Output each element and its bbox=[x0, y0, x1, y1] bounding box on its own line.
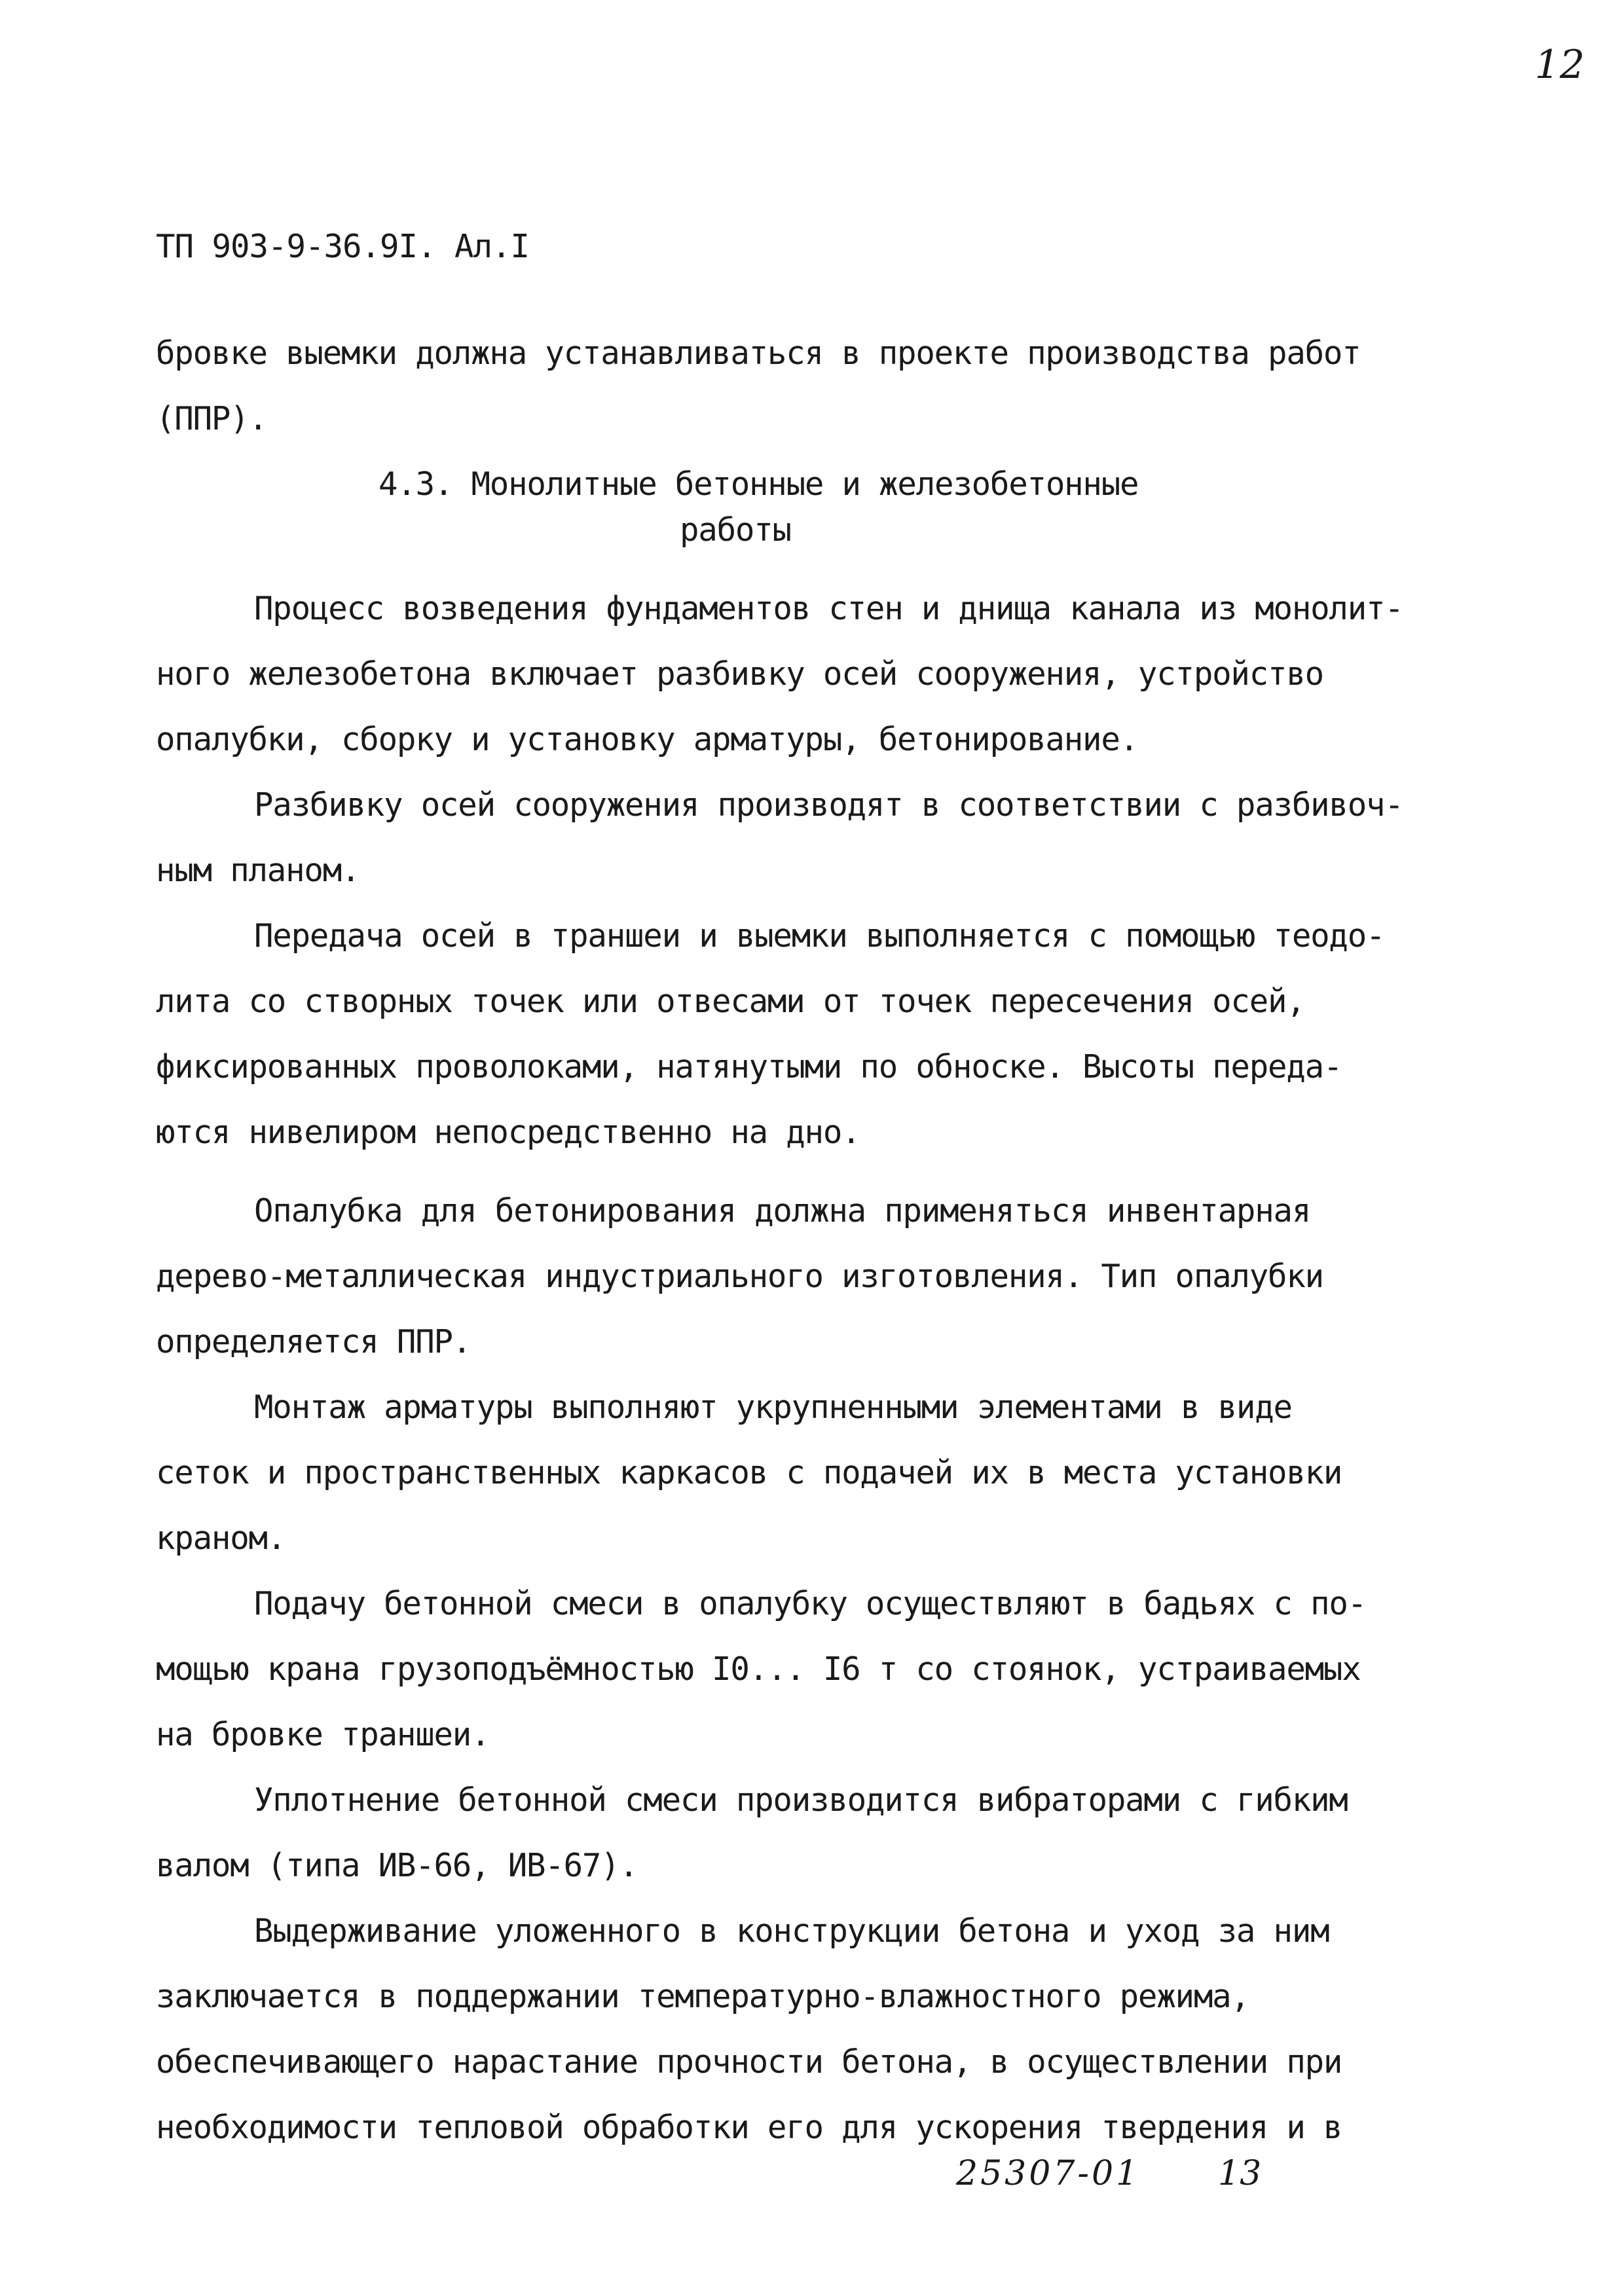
footer-document-code: 25307-01 bbox=[956, 2154, 1141, 2193]
text-line: дерево-металлическая индустриального изготовления. Тип опалубки bbox=[156, 1258, 1323, 1295]
text-line: фиксированных проволоками, натянутыми по обноске. Высоты переда- bbox=[156, 1048, 1342, 1085]
text-line: бровке выемки должна устанавливаться в проекте производства работ bbox=[156, 335, 1361, 372]
paragraph-start: Уплотнение бетонной смеси производится вибраторами с гибким bbox=[254, 1781, 1348, 1819]
text-line: ным планом. bbox=[156, 852, 360, 889]
paragraph-start: Подачу бетонной смеси в опалубку осуществляют в бадьях с по- bbox=[254, 1585, 1367, 1622]
text-line: ются нивелиром непосредственно на дно. bbox=[156, 1114, 860, 1151]
text-line: краном. bbox=[156, 1520, 286, 1557]
paragraph-start: Передача осей в траншеи и выемки выполняется с помощью теодо- bbox=[254, 917, 1385, 955]
paragraph-start: Опалубка для бетонирования должна применяться инвентарная bbox=[254, 1192, 1311, 1230]
paragraph-start: Выдерживание уложенного в конструкции бетона и уход за ним bbox=[254, 1912, 1329, 1950]
page-number: 12 bbox=[1534, 42, 1585, 88]
text-line: на бровке траншеи. bbox=[156, 1716, 490, 1753]
body-text bbox=[156, 321, 1524, 2160]
paragraph-start: Процесс возведения фундаментов стен и днища канала из монолит- bbox=[254, 590, 1403, 627]
paragraph-start: Монтаж арматуры выполняют укрупненными элементами в виде bbox=[254, 1389, 1292, 1426]
text-line: сеток и пространственных каркасов с подачей их в места установки bbox=[156, 1454, 1342, 1491]
footer-sheet-number: 13 bbox=[1218, 2154, 1262, 2193]
document-code: ТП 903-9-36.9I. Ал.I bbox=[156, 228, 530, 265]
text-line: лита со створных точек или отвесами от точек пересечения осей, bbox=[156, 983, 1305, 1020]
text-line: валом (типа ИВ-66, ИВ-67). bbox=[156, 1847, 638, 1884]
text-line: обеспечивающего нарастание прочности бетона, в осуществлении при bbox=[156, 2043, 1342, 2081]
text-line: ного железобетона включает разбивку осей сооружения, устройство bbox=[156, 655, 1323, 693]
text-line: определяется ППР. bbox=[156, 1323, 471, 1360]
text-line: мощью крана грузоподъёмностью I0... I6 т со стоянок, устраиваемых bbox=[156, 1650, 1361, 1688]
paragraph-start: Разбивку осей сооружения производят в соответствии с разбивоч- bbox=[254, 786, 1403, 824]
text-line: опалубки, сборку и установку арматуры, бетонирование. bbox=[156, 721, 1138, 758]
text-line: необходимости тепловой обработки его для ускорения твердения и в bbox=[156, 2109, 1342, 2146]
section-heading: 4.3. Монолитные бетонные и железобетонные bbox=[378, 465, 1139, 503]
text-line: заключается в поддержании температурно-влажностного режима, bbox=[156, 1978, 1249, 2015]
text-line: (ППР). bbox=[156, 400, 267, 437]
section-heading-continuation: работы bbox=[680, 511, 791, 549]
